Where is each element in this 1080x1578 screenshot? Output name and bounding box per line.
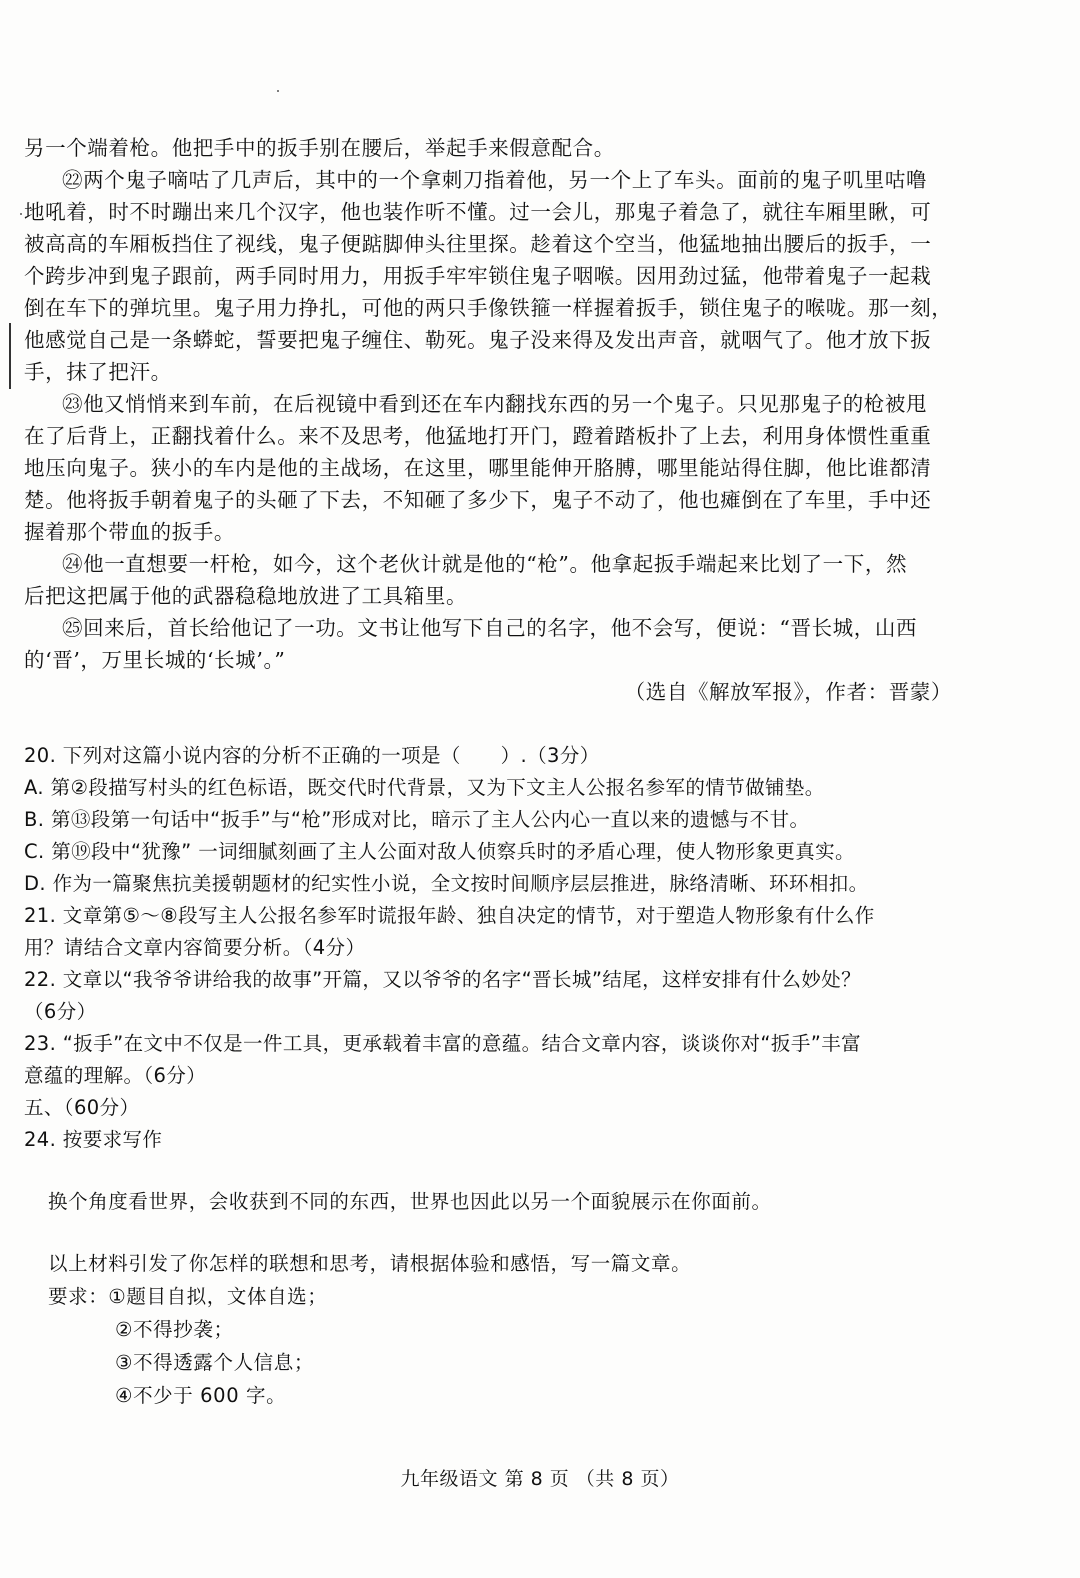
requirement-item: ④不少于 600 字。 — [115, 1384, 287, 1407]
passage-line: 地压向鬼子。狭小的车内是他的主战场，在这里，哪里能伸开胳膊，哪里能站得住脚，他比谁都清 — [24, 456, 932, 480]
passage-line: 地吼着，时不时蹦出来几个汉字，他也装作听不懂。过一会儿，那鬼子着急了，就往车厢里瞅，可 — [24, 200, 932, 224]
passage-line: 个跨步冲到鬼子跟前，两手同时用力，用扳手牢牢锁住鬼子咽喉。因用劲过猛，他带着鬼子一起栽 — [24, 264, 932, 288]
passage-line: 倒在车下的弹坑里。鬼子用力挣扎，可他的两只手像铁箍一样握着扳手，锁住鬼子的喉咙。那一刻， — [24, 296, 953, 320]
option-d: D. 作为一篇聚焦抗美援朝题材的纪实性小说，全文按时间顺序层层推进，脉络清晰、环环相扣。 — [24, 872, 869, 895]
passage-line: 后把这把属于他的武器稳稳地放进了工具箱里。 — [24, 584, 468, 608]
passage-line: 他感觉自己是一条蟒蛇，誓要把鬼子缠住、勒死。鬼子没来得及发出声音，就咽气了。他才放下扳 — [24, 328, 932, 352]
paragraph-24-line: ㉔他一直想要一杆枪，如今，这个老伙计就是他的“枪”。他拿起扳手端起来比划了一下，然 — [62, 552, 908, 576]
requirements-label: 要求：①题目自拟，文体自选； — [48, 1285, 328, 1308]
requirement-item: ②不得抄袭； — [115, 1318, 234, 1341]
question-22-cont: （6分） — [24, 1000, 97, 1023]
option-a: A. 第②段描写村头的红色标语，既交代时代背景，又为下文主人公报名参军的情节做铺垫。 — [24, 776, 825, 799]
writing-material: 换个角度看世界，会收获到不同的东西，世界也因此以另一个面貌展示在你面前。 — [48, 1190, 772, 1213]
margin-pencil-mark — [9, 323, 11, 389]
question-20: 20. 下列对这篇小说内容的分析不正确的一项是（ ）.（3分） — [24, 744, 600, 767]
option-b: B. 第⑬段第一句话中“扳手”与“枪”形成对比，暗示了主人公内心一直以来的遗憾与不甘。 — [24, 808, 810, 831]
passage-line: 另一个端着枪。他把手中的扳手别在腰后，举起手来假意配合。 — [24, 136, 615, 160]
passage-line: 手，抹了把汗。 — [24, 360, 172, 384]
paragraph-22-line: ㉒两个鬼子嘀咕了几声后，其中的一个拿刺刀指着他，另一个上了车头。面前的鬼子叽里咕噜 — [62, 168, 928, 192]
passage-line: 握着那个带血的扳手。 — [24, 520, 235, 544]
question-23-cont: 意蕴的理解。（6分） — [24, 1064, 207, 1087]
section-five-heading: 五、（60分） — [24, 1096, 140, 1119]
option-c: C. 第⑲段中“犹豫” 一词细腻刻画了主人公面对敌人侦察兵时的矛盾心理，使人物形象更真实。 — [24, 840, 855, 863]
question-21: 21. 文章第⑤～⑧段写主人公报名参军时谎报年龄、独自决定的情节，对于塑造人物形象有什么作 — [24, 904, 875, 927]
question-21-cont: 用？请结合文章内容简要分析。（4分） — [24, 936, 366, 959]
paragraph-25-line: ㉕回来后，首长给他记了一功。文书让他写下自己的名字，他不会写，便说：“晋长城，山西 — [62, 616, 918, 640]
question-24: 24. 按要求写作 — [24, 1128, 163, 1151]
source-citation: （选自《解放军报》，作者：晋蒙） — [624, 680, 952, 704]
passage-line: 在了后背上，正翻找着什么。来不及思考，他猛地打开门，蹬着踏板扑了上去，利用身体惯性重重 — [24, 424, 932, 448]
page-footer: 九年级语文 第 8 页 （共 8 页） — [400, 1468, 680, 1490]
scan-speck — [20, 213, 22, 215]
paragraph-23-line: ㉓他又悄悄来到车前，在后视镜中看到还在车内翻找东西的另一个鬼子。只见那鬼子的枪被甩 — [62, 392, 928, 416]
scan-speck — [277, 90, 279, 92]
question-23: 23. “扳手”在文中不仅是一件工具，更承载着丰富的意蕴。结合文章内容，谈谈你对“扳手”丰富 — [24, 1032, 862, 1055]
passage-line: 被高高的车厢板挡住了视线，鬼子便踮脚伸头往里探。趁着这个空当，他猛地抽出腰后的扳手，一 — [24, 232, 932, 256]
requirement-item: ③不得透露个人信息； — [115, 1351, 314, 1374]
passage-line: 楚。他将扳手朝着鬼子的头砸了下去，不知砸了多少下，鬼子不动了，他也瘫倒在了车里，手中还 — [24, 488, 932, 512]
question-22: 22. 文章以“我爷爷讲给我的故事”开篇，又以爷爷的名字“晋长城”结尾，这样安排有什么妙处？ — [24, 968, 862, 991]
passage-line: 的‘晋’，万里长城的‘长城’。” — [24, 648, 286, 672]
writing-prompt: 以上材料引发了你怎样的联想和思考，请根据体验和感悟，写一篇文章。 — [48, 1252, 692, 1275]
